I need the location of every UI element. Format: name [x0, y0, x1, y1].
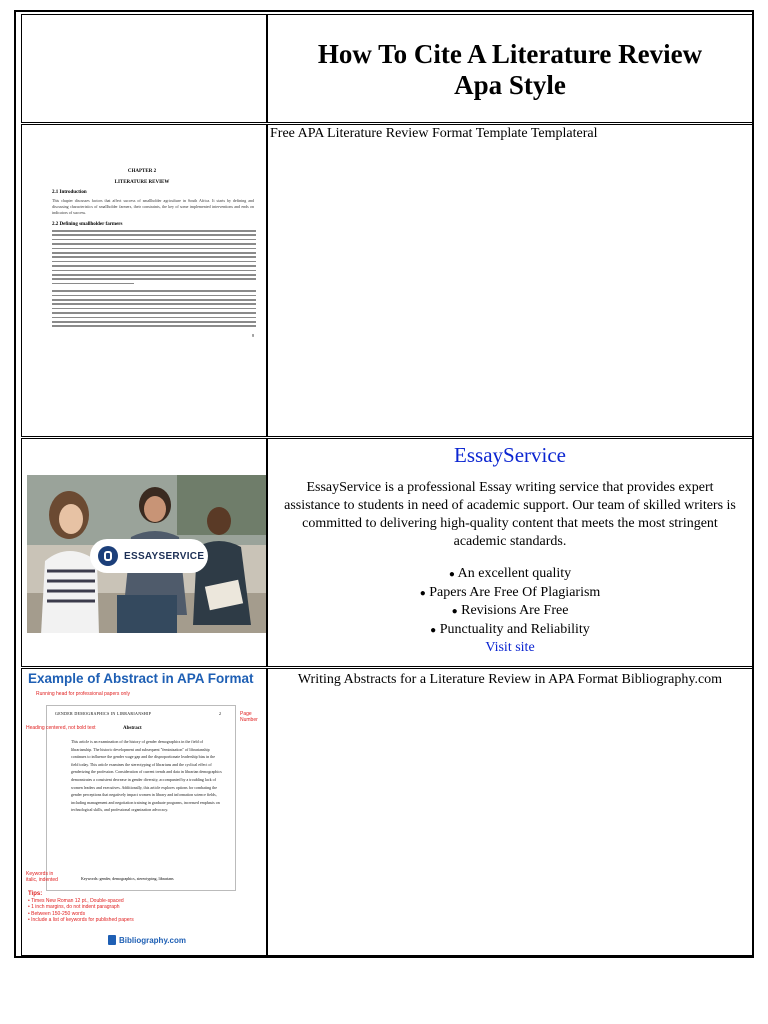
running-head-note: Running head for professional papers only [36, 691, 130, 697]
thumb-paragraph-1: This chapter discusses factors that affect success of smallholder agriculture in South Africa. It starts by defining and discussing characteristics of smallholder farmers, their constraints, the key of some implemented interventions and ends on indicators of success. [52, 198, 254, 215]
essayservice-logo-badge [90, 539, 208, 573]
page-number-note: Page Number [240, 711, 258, 723]
bibliography-brand: Bibliography.com [119, 935, 186, 945]
abstract-text: This article is an examination of the history of gender demographics in the field of librarianship. The historic development and subsequent "feminization" of librarianship continues to influence the gender wage gap and the disproportionate leadership bias in the field today. This article examines the stereotyping of librarians and the cyclical effect of genderizing the profession. Consideration of current trends and data in librarian demographics demonstrates a consistent decrease in gender diversity, accompanied by a troubling lack of women leaders and executives. Additionally, this article explores options for combating the gender perceptions that negatively impact women in library and information science fields, including management and negotiation training in graduate programs, increased emphasis on technological skills, and professional organization advocacy. [71, 739, 222, 813]
page-title-line-2: Apa Style [454, 70, 566, 100]
book-icon [108, 935, 116, 945]
template-thumbnail[interactable] [22, 131, 262, 431]
page-title [268, 39, 752, 101]
essayservice-logo-text: ESSAYSERVICE [124, 550, 205, 562]
abstract-thumb-title: Example of Abstract in APA Format [28, 671, 254, 686]
keywords-note: Keywords in italic, indented [26, 871, 58, 883]
abstract-thumbnail[interactable] [22, 669, 267, 956]
tip-item: Times New Roman 12 pt., Double-spaced [31, 897, 124, 904]
feature-item [268, 584, 752, 603]
essayservice-title[interactable]: EssayService [454, 443, 566, 467]
abstract-page-number: 2 [219, 711, 221, 716]
feature-item [268, 621, 752, 640]
thumb-heading: LITERATURE REVIEW [114, 180, 170, 185]
page-title-line-1: How To Cite A Literature Review [317, 39, 703, 69]
bullet-icon: ● [451, 606, 458, 617]
tip-item: Between 150-250 words [31, 910, 86, 917]
feature-label: Papers Are Free Of Plagiarism [429, 584, 601, 600]
heading-note: Heading centered, not bold text [26, 725, 96, 731]
thumb-chapter: CHAPTER 2 [127, 169, 157, 174]
tips-title: Tips: [28, 891, 43, 897]
tip-item: 1 inch margins, do not indent paragraph [31, 904, 120, 910]
abstract-heading: Abstract [123, 726, 142, 731]
visit-site-link[interactable]: Visit site [485, 640, 535, 655]
abstract-page [46, 705, 236, 891]
thumb-section-1: 2.1 Introduction [52, 190, 87, 195]
bullet-icon: ● [419, 587, 426, 599]
running-head: GENDER DEMOGRAPHICS IN LIBRARIANSHIP [55, 711, 152, 716]
abstract-keywords: Keywords: gender, demographics, stereotyping, librarians [81, 876, 174, 881]
thumb-page-number: 8 [252, 333, 254, 338]
feature-label: Revisions Are Free [461, 603, 569, 618]
abstract-caption-cell [267, 668, 753, 956]
thumb-section-2: 2.2 Defining smallholder farmers [52, 222, 123, 227]
feature-label: An excellent quality [457, 566, 572, 581]
essayservice-description: EssayService is a professional Essay writing service that provides expert assistance to students in need of academic support. Our team of skilled writers is committed to delivering high-quality content that meets the most stringent academic standards. [284, 480, 736, 549]
title-cell [267, 14, 753, 123]
students-photo[interactable] [27, 475, 267, 633]
feature-item [268, 565, 752, 584]
article-table [14, 10, 754, 958]
bullet-icon: ● [448, 569, 455, 580]
bibliography-logo [108, 935, 186, 945]
owl-icon [98, 546, 118, 566]
template-caption[interactable]: Free APA Literature Review Format Template Templateral [270, 126, 598, 141]
abstract-caption[interactable]: Writing Abstracts for a Literature Review in APA Format Bibliography.com [297, 672, 723, 687]
feature-label: Punctuality and Reliability [439, 621, 590, 637]
template-thumbnail-cell [21, 124, 267, 437]
essayservice-features [268, 565, 752, 657]
bullet-icon: ● [430, 624, 437, 636]
tip-item: Include a list of keywords for published papers [31, 917, 134, 923]
title-empty-cell [21, 14, 267, 123]
template-caption-cell [267, 124, 753, 437]
essayservice-image-cell [21, 438, 267, 667]
thumb-text-lines-2 [52, 290, 256, 327]
thumb-text-lines [52, 230, 256, 284]
essayservice-info-cell [267, 438, 753, 667]
abstract-thumbnail-cell [21, 668, 267, 956]
feature-item [268, 602, 752, 621]
abstract-tips: Tips: • Times New Roman 12 pt., Double-spaced • 1 inch margins, do not indent paragraph • Between 150-250 words • Include a list of keywords for published papers [28, 891, 134, 923]
